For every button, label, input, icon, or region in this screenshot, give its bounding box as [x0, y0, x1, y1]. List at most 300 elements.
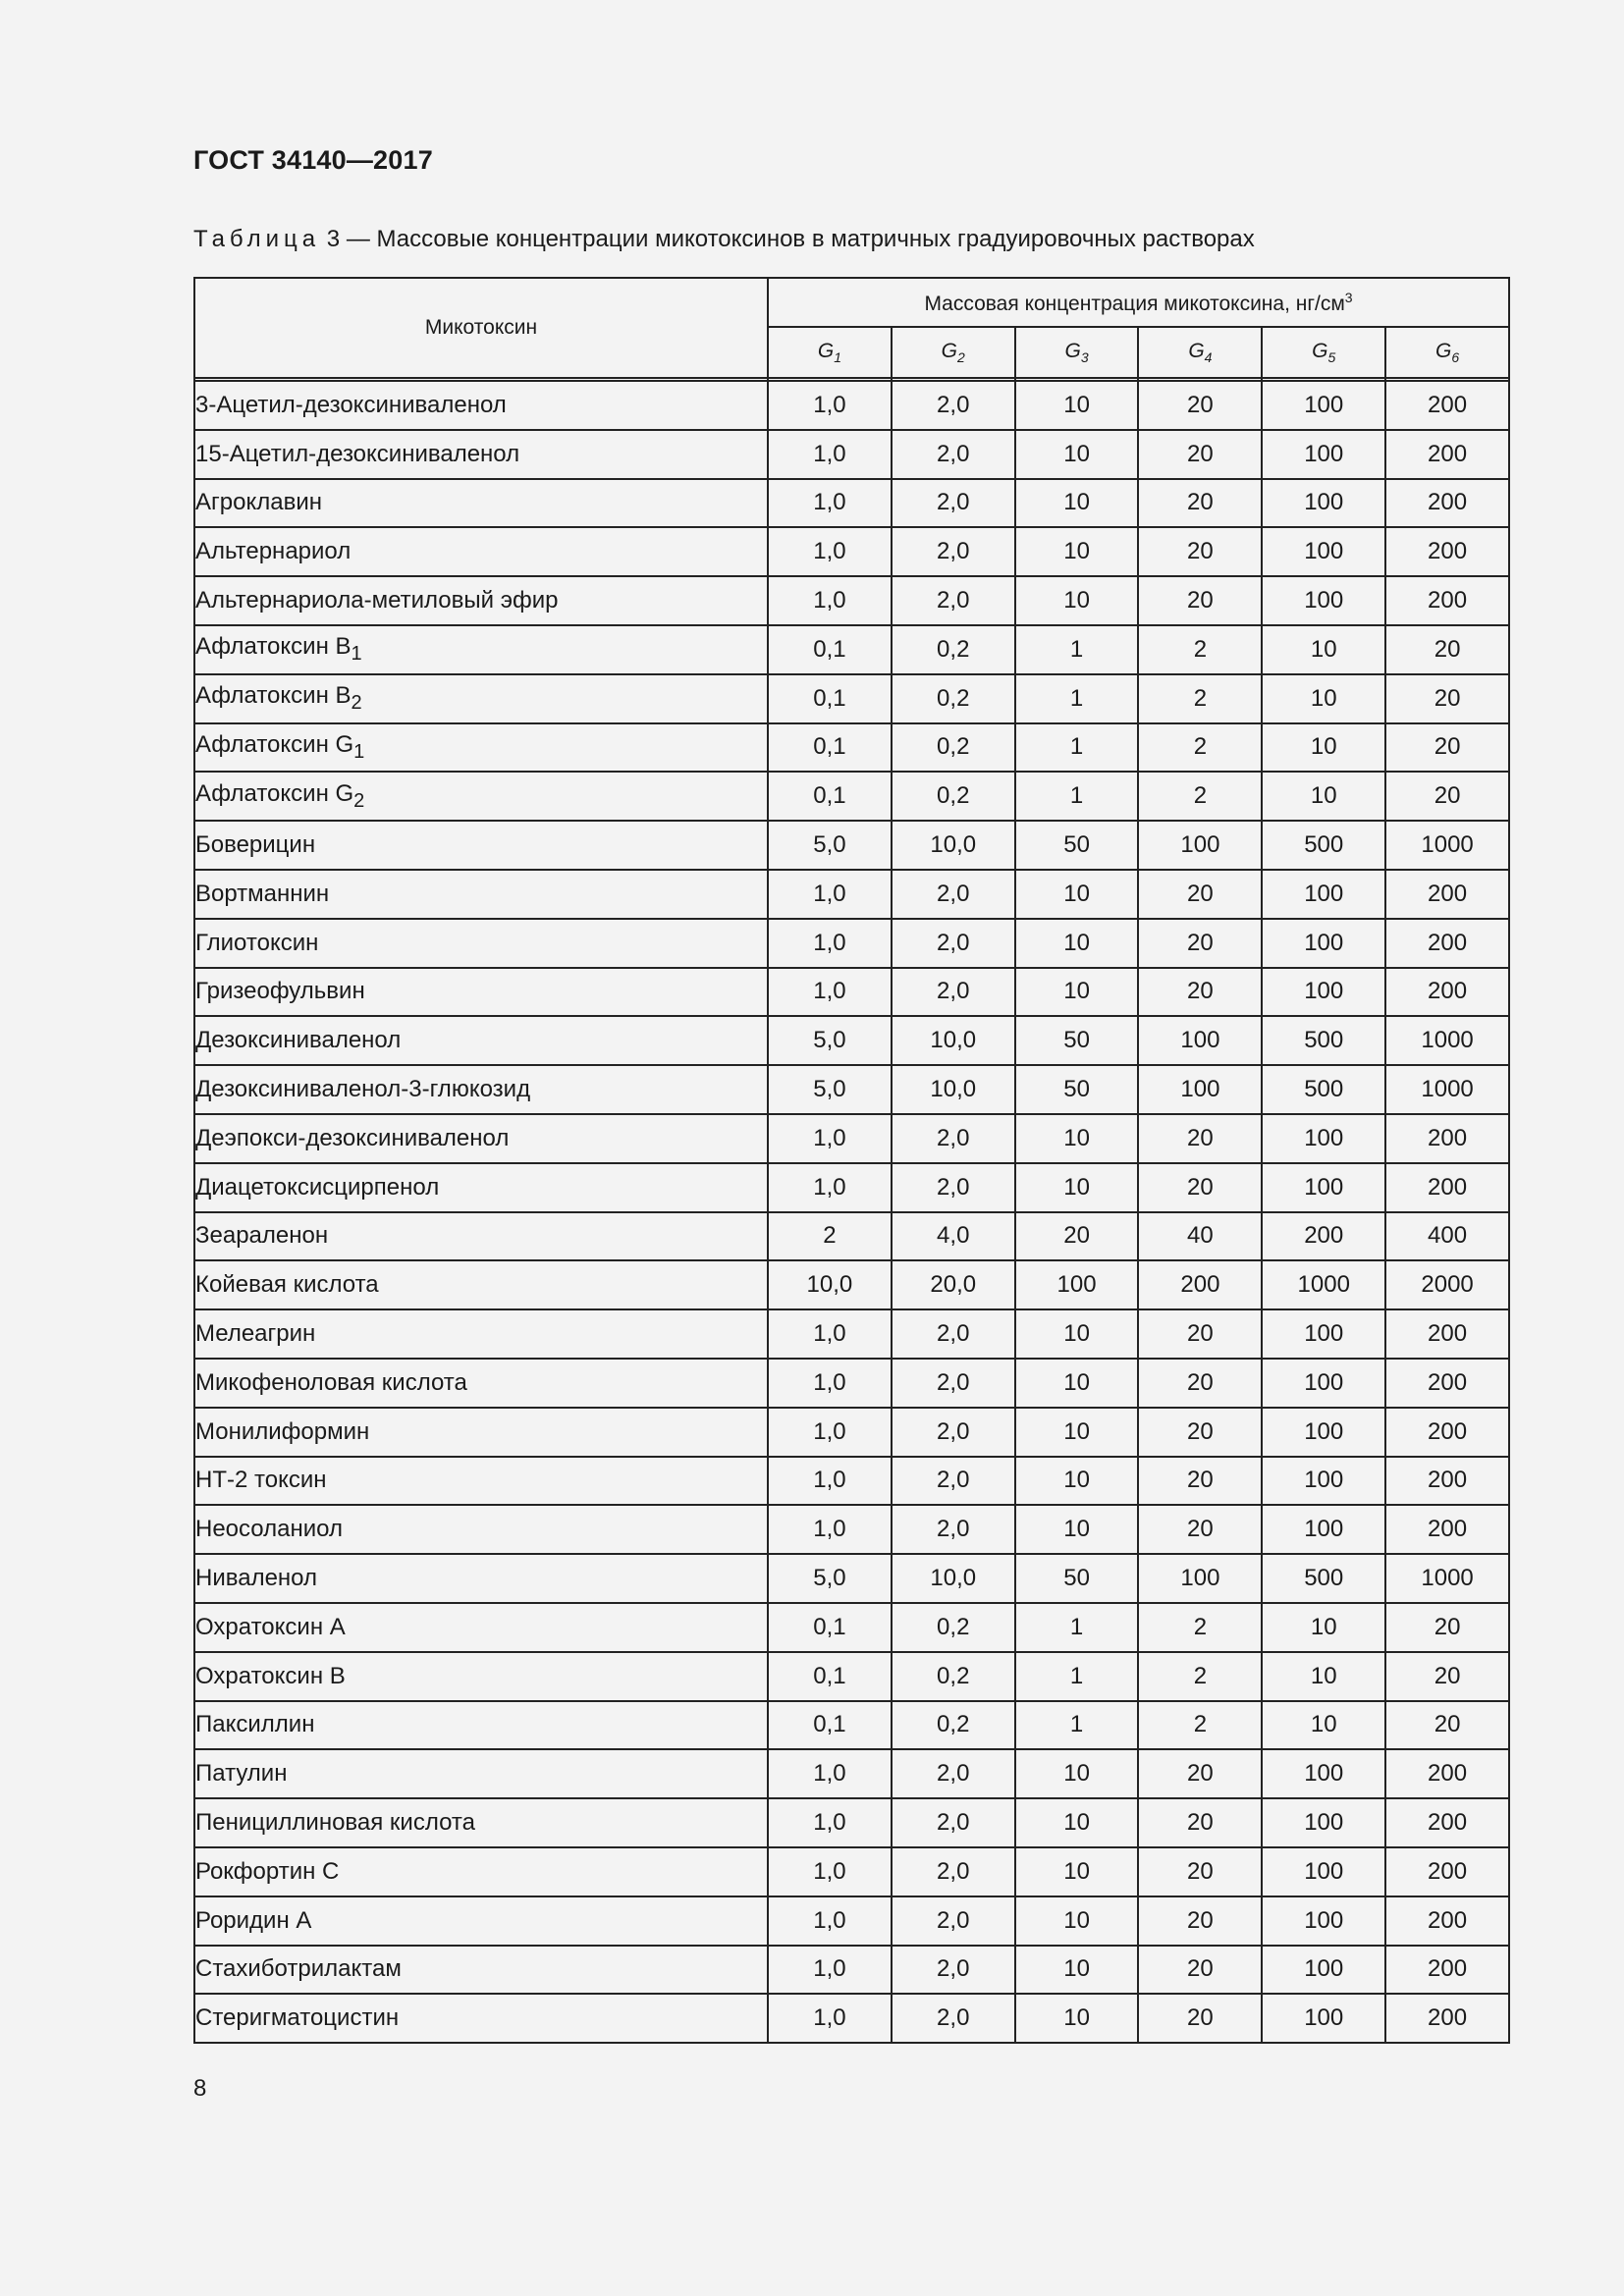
mycotoxin-name-subscript: 1: [351, 643, 362, 666]
table-row: [194, 1114, 1509, 1163]
concentration-cell: 0,1: [768, 1652, 892, 1701]
concentration-cell: 20: [1138, 1505, 1262, 1554]
concentration-cell: 100: [1262, 381, 1385, 430]
mycotoxin-name: Мелеагрин: [195, 1320, 316, 1348]
concentration-cell: 100: [1262, 870, 1385, 919]
table-row: [194, 772, 1509, 821]
table-row: [194, 430, 1509, 479]
mycotoxin-name-cell: [194, 1994, 768, 2043]
concentration-cell: 10,0: [892, 1065, 1015, 1114]
concentration-cell: 1: [1015, 1701, 1139, 1750]
concentration-cell: 200: [1385, 479, 1509, 528]
table-row: [194, 1847, 1509, 1896]
concentration-cell: 100: [1015, 1260, 1139, 1309]
table-caption-text: — Массовые концентрации микотоксинов в матричных градуировочных растворах: [346, 226, 1255, 252]
mycotoxin-name-cell: [194, 1701, 768, 1750]
concentration-cell: 0,1: [768, 1701, 892, 1750]
concentration-cell: 20: [1015, 1212, 1139, 1261]
concentration-cell: 1,0: [768, 919, 892, 968]
concentration-cell: 1,0: [768, 1847, 892, 1896]
concentration-cell: 20: [1138, 870, 1262, 919]
concentration-cell: 200: [1385, 1749, 1509, 1798]
concentration-cell: 1: [1015, 1603, 1139, 1652]
concentration-cell: 500: [1262, 821, 1385, 870]
concentration-cell: 20: [1138, 1114, 1262, 1163]
concentration-cell: 1,0: [768, 527, 892, 576]
concentration-cell: 1000: [1385, 821, 1509, 870]
header-concentration: [768, 278, 1509, 327]
mycotoxin-name-cell: [194, 625, 768, 674]
concentration-cell: 20: [1138, 527, 1262, 576]
concentration-cell: 1,0: [768, 1994, 892, 2043]
header-mycotoxin: Микотоксин: [194, 278, 768, 378]
mycotoxin-name-cell: [194, 1309, 768, 1359]
mycotoxin-name-cell: [194, 968, 768, 1017]
concentration-cell: 100: [1262, 1309, 1385, 1359]
table-row: [194, 381, 1509, 430]
concentration-cell: 2,0: [892, 1114, 1015, 1163]
concentration-cell: 10: [1015, 870, 1139, 919]
concentration-cell: 1,0: [768, 1798, 892, 1847]
concentration-cell: 200: [1385, 968, 1509, 1017]
concentration-cell: 2,0: [892, 1359, 1015, 1408]
mycotoxin-name: Пенициллиновая кислота: [195, 1809, 475, 1836]
header-level-g2: [892, 327, 1015, 378]
mycotoxin-name: Ниваленол: [195, 1565, 317, 1592]
mycotoxin-name-subscript: 1: [353, 740, 365, 763]
mycotoxin-name-cell: [194, 1359, 768, 1408]
concentration-cell: 10: [1262, 772, 1385, 821]
mycotoxin-name: Дезоксиниваленол-3-глюкозид: [195, 1076, 531, 1103]
concentration-cell: 200: [1385, 1994, 1509, 2043]
mycotoxin-name: Охратоксин А: [195, 1613, 346, 1640]
table-row: [194, 1309, 1509, 1359]
concentration-cell: 20: [1138, 1994, 1262, 2043]
mycotoxin-name-cell: [194, 1505, 768, 1554]
mycotoxin-name: Охратоксин В: [195, 1662, 346, 1689]
mycotoxin-name-cell: [194, 1457, 768, 1506]
concentration-cell: 10: [1015, 1896, 1139, 1946]
concentration-cell: 100: [1262, 1749, 1385, 1798]
concentration-cell: 2,0: [892, 381, 1015, 430]
mycotoxin-name: Деэпокси-дезоксиниваленол: [195, 1124, 510, 1151]
mycotoxin-name: Патулин: [195, 1760, 288, 1788]
concentration-cell: 0,2: [892, 772, 1015, 821]
concentration-cell: 400: [1385, 1212, 1509, 1261]
concentration-cell: 0,1: [768, 723, 892, 773]
concentration-cell: 10: [1015, 1798, 1139, 1847]
concentration-cell: 2,0: [892, 479, 1015, 528]
concentration-cell: 2: [1138, 625, 1262, 674]
concentration-cell: 50: [1015, 821, 1139, 870]
header-level-g4: [1138, 327, 1262, 378]
mycotoxin-name-cell: [194, 1114, 768, 1163]
mycotoxin-name-cell: [194, 1260, 768, 1309]
concentration-cell: 100: [1262, 430, 1385, 479]
concentration-cell: 1,0: [768, 1946, 892, 1995]
concentration-cell: 50: [1015, 1016, 1139, 1065]
concentration-cell: 100: [1138, 1016, 1262, 1065]
concentration-cell: 200: [1385, 576, 1509, 625]
table-row: [194, 821, 1509, 870]
concentration-cell: 2,0: [892, 430, 1015, 479]
concentration-cell: 10: [1015, 479, 1139, 528]
mycotoxin-name-cell: [194, 772, 768, 821]
table-row: [194, 1798, 1509, 1847]
mycotoxin-name-cell: [194, 674, 768, 723]
mycotoxin-name-cell: [194, 1016, 768, 1065]
table-row: [194, 1016, 1509, 1065]
mycotoxin-name: Паксиллин: [195, 1711, 315, 1738]
concentration-cell: 100: [1262, 1359, 1385, 1408]
level-symbol: G: [1188, 339, 1205, 362]
level-symbol: G: [941, 339, 958, 362]
concentration-cell: 2: [1138, 772, 1262, 821]
mycotoxin-name-cell: [194, 527, 768, 576]
concentration-cell: 0,2: [892, 1603, 1015, 1652]
mycotoxin-name: Альтернариола-метиловый эфир: [195, 587, 559, 614]
concentration-cell: 200: [1385, 430, 1509, 479]
concentration-cell: 10: [1015, 527, 1139, 576]
concentration-cell: 20: [1385, 772, 1509, 821]
mycotoxin-name-cell: [194, 1065, 768, 1114]
concentration-cell: 100: [1262, 968, 1385, 1017]
level-index: 2: [957, 349, 965, 366]
mycotoxin-name-cell: [194, 1652, 768, 1701]
header-level-g3: [1015, 327, 1139, 378]
concentration-cell: 10: [1015, 1163, 1139, 1212]
concentration-cell: 200: [1385, 527, 1509, 576]
concentration-cell: 20: [1138, 968, 1262, 1017]
table-row: [194, 527, 1509, 576]
level-index: 6: [1451, 349, 1460, 366]
concentration-cell: 5,0: [768, 1016, 892, 1065]
concentration-cell: 2,0: [892, 527, 1015, 576]
concentration-cell: 20: [1138, 1309, 1262, 1359]
header-unit-exponent: 3: [1344, 289, 1353, 305]
concentration-cell: 200: [1385, 1408, 1509, 1457]
concentration-cell: 1,0: [768, 430, 892, 479]
level-index: 3: [1080, 349, 1089, 366]
concentration-cell: 2,0: [892, 1798, 1015, 1847]
mycotoxin-name-subscript: 2: [353, 789, 365, 812]
concentration-cell: 10,0: [768, 1260, 892, 1309]
concentration-cell: 1: [1015, 1652, 1139, 1701]
concentration-cell: 10: [1015, 1114, 1139, 1163]
table-row: [194, 1554, 1509, 1603]
document-id: ГОСТ 34140—2017: [193, 145, 433, 175]
concentration-cell: 200: [1385, 1114, 1509, 1163]
concentration-cell: 10: [1015, 968, 1139, 1017]
mycotoxin-name: Неосоланиол: [195, 1516, 343, 1543]
concentration-cell: 200: [1385, 1946, 1509, 1995]
table-row: [194, 1260, 1509, 1309]
table-row: [194, 723, 1509, 773]
mycotoxin-name-cell: [194, 1946, 768, 1995]
concentration-cell: 500: [1262, 1016, 1385, 1065]
concentration-cell: 10: [1015, 430, 1139, 479]
mycotoxin-name: Койевая кислота: [195, 1271, 379, 1299]
concentration-cell: 100: [1262, 919, 1385, 968]
mycotoxin-name-cell: [194, 1847, 768, 1896]
concentration-cell: 100: [1262, 576, 1385, 625]
concentration-cell: 0,2: [892, 723, 1015, 773]
concentration-cell: 40: [1138, 1212, 1262, 1261]
table-row: [194, 1505, 1509, 1554]
concentration-cell: 5,0: [768, 1554, 892, 1603]
concentration-cell: 100: [1262, 1994, 1385, 2043]
table-row: [194, 1994, 1509, 2043]
header-level-g1: [768, 327, 892, 378]
concentration-cell: 0,2: [892, 625, 1015, 674]
mycotoxin-name: Роридин А: [195, 1906, 312, 1934]
concentration-cell: 1000: [1262, 1260, 1385, 1309]
concentration-cell: 2,0: [892, 1847, 1015, 1896]
concentration-cell: 200: [1385, 1847, 1509, 1896]
concentration-cell: 1,0: [768, 479, 892, 528]
concentration-cell: 200: [1262, 1212, 1385, 1261]
concentration-cell: 2,0: [892, 576, 1015, 625]
concentration-cell: 1,0: [768, 1408, 892, 1457]
mycotoxin-name: Стеригматоцистин: [195, 2004, 400, 2032]
mycotoxin-name: Афлатоксин B: [195, 633, 352, 661]
concentration-cell: 10: [1015, 576, 1139, 625]
concentration-cell: 2,0: [892, 1408, 1015, 1457]
concentration-cell: 1,0: [768, 1505, 892, 1554]
concentration-cell: 100: [1262, 527, 1385, 576]
concentration-cell: 100: [1262, 1505, 1385, 1554]
concentration-cell: 200: [1385, 1798, 1509, 1847]
table-row: [194, 1652, 1509, 1701]
mycotoxin-name-cell: [194, 1896, 768, 1946]
mycotoxin-name-cell: [194, 1554, 768, 1603]
concentration-cell: 1: [1015, 772, 1139, 821]
page-number: 8: [193, 2075, 207, 2102]
header-level-g5: [1262, 327, 1385, 378]
mycotoxin-name-cell: [194, 430, 768, 479]
mycotoxin-name-cell: [194, 1408, 768, 1457]
concentration-cell: 50: [1015, 1065, 1139, 1114]
mycotoxin-table: [193, 277, 1510, 2044]
mycotoxin-name: Вортманнин: [195, 880, 330, 907]
mycotoxin-name: Дезоксиниваленол: [195, 1027, 402, 1054]
level-index: 4: [1204, 349, 1213, 366]
concentration-cell: 10: [1015, 1309, 1139, 1359]
concentration-cell: 10: [1015, 1408, 1139, 1457]
table-row: [194, 1603, 1509, 1652]
mycotoxin-name: Боверицин: [195, 831, 316, 859]
concentration-cell: 1,0: [768, 1896, 892, 1946]
level-symbol: G: [1435, 339, 1452, 362]
mycotoxin-name-cell: [194, 576, 768, 625]
concentration-cell: 0,1: [768, 625, 892, 674]
concentration-cell: 20: [1385, 1652, 1509, 1701]
concentration-cell: 1,0: [768, 1114, 892, 1163]
table-row: [194, 1701, 1509, 1750]
mycotoxin-name: Стахиботрилактам: [195, 1955, 402, 1983]
concentration-cell: 10: [1015, 1946, 1139, 1995]
concentration-cell: 100: [1262, 1946, 1385, 1995]
concentration-cell: 10: [1015, 919, 1139, 968]
concentration-cell: 1,0: [768, 1457, 892, 1506]
concentration-cell: 10: [1262, 1603, 1385, 1652]
concentration-cell: 10,0: [892, 1016, 1015, 1065]
concentration-cell: 200: [1385, 1505, 1509, 1554]
concentration-cell: 2,0: [892, 919, 1015, 968]
table-row: [194, 479, 1509, 528]
table-row: [194, 576, 1509, 625]
concentration-cell: 200: [1385, 1309, 1509, 1359]
concentration-cell: 2,0: [892, 1309, 1015, 1359]
concentration-cell: 20: [1385, 723, 1509, 773]
mycotoxin-name: Глиотоксин: [195, 929, 319, 956]
concentration-cell: 10: [1015, 1847, 1139, 1896]
concentration-cell: 500: [1262, 1065, 1385, 1114]
mycotoxin-name: Афлатоксин G: [195, 779, 354, 807]
level-symbol: G: [1312, 339, 1328, 362]
concentration-cell: 1: [1015, 625, 1139, 674]
mycotoxin-name: Гризеофульвин: [195, 978, 365, 1005]
mycotoxin-name-cell: [194, 479, 768, 528]
mycotoxin-name-cell: [194, 821, 768, 870]
concentration-cell: 20: [1138, 479, 1262, 528]
mycotoxin-name: Монилиформин: [195, 1417, 370, 1445]
concentration-cell: 4,0: [892, 1212, 1015, 1261]
concentration-cell: 2,0: [892, 1505, 1015, 1554]
table-row: [194, 1896, 1509, 1946]
concentration-cell: 20: [1138, 1163, 1262, 1212]
concentration-cell: 1: [1015, 723, 1139, 773]
table-row: [194, 1359, 1509, 1408]
mycotoxin-name-cell: [194, 1603, 768, 1652]
concentration-cell: 200: [1385, 1896, 1509, 1946]
concentration-cell: 200: [1385, 1457, 1509, 1506]
concentration-cell: 100: [1262, 1114, 1385, 1163]
concentration-cell: 5,0: [768, 821, 892, 870]
concentration-cell: 10: [1015, 1749, 1139, 1798]
concentration-cell: 10,0: [892, 821, 1015, 870]
mycotoxin-name: Агроклавин: [195, 489, 322, 516]
mycotoxin-name: 15-Ацетил-дезоксиниваленол: [195, 440, 520, 467]
concentration-cell: 1000: [1385, 1016, 1509, 1065]
mycotoxin-name-cell: [194, 381, 768, 430]
table-row: [194, 1946, 1509, 1995]
mycotoxin-name-cell: [194, 1798, 768, 1847]
concentration-cell: 2: [768, 1212, 892, 1261]
concentration-cell: 1,0: [768, 576, 892, 625]
table-row: [194, 1163, 1509, 1212]
table-row: [194, 1457, 1509, 1506]
concentration-cell: 1,0: [768, 870, 892, 919]
concentration-cell: 0,2: [892, 1701, 1015, 1750]
table-row: [194, 1408, 1509, 1457]
table-row: [194, 625, 1509, 674]
concentration-cell: 10: [1262, 1652, 1385, 1701]
level-index: 5: [1327, 349, 1336, 366]
concentration-cell: 2: [1138, 674, 1262, 723]
mycotoxin-name: Альтернариол: [195, 538, 352, 565]
concentration-cell: 2: [1138, 1603, 1262, 1652]
concentration-cell: 2,0: [892, 1163, 1015, 1212]
concentration-cell: 100: [1262, 1408, 1385, 1457]
concentration-cell: 2: [1138, 1701, 1262, 1750]
concentration-cell: 100: [1262, 1798, 1385, 1847]
mycotoxin-name: Афлатоксин G: [195, 731, 354, 759]
concentration-cell: 2000: [1385, 1260, 1509, 1309]
table-caption-number: 3: [326, 226, 341, 252]
concentration-cell: 0,2: [892, 1652, 1015, 1701]
concentration-cell: 2: [1138, 1652, 1262, 1701]
concentration-cell: 10: [1262, 723, 1385, 773]
concentration-cell: 200: [1385, 1359, 1509, 1408]
table-caption: [193, 226, 1255, 253]
concentration-cell: 10: [1015, 1457, 1139, 1506]
table-row: [194, 919, 1509, 968]
concentration-cell: 10: [1015, 1359, 1139, 1408]
concentration-cell: 20: [1138, 430, 1262, 479]
concentration-cell: 20: [1138, 1896, 1262, 1946]
mycotoxin-name: НТ-2 токсин: [195, 1467, 327, 1494]
mycotoxin-name: Зеараленон: [195, 1222, 329, 1250]
concentration-cell: 20: [1385, 1701, 1509, 1750]
concentration-cell: 20: [1138, 381, 1262, 430]
table-row: [194, 1749, 1509, 1798]
concentration-cell: 100: [1262, 1457, 1385, 1506]
concentration-cell: 20: [1138, 1946, 1262, 1995]
concentration-cell: 0,1: [768, 1603, 892, 1652]
mycotoxin-name: Рокфортин С: [195, 1857, 340, 1885]
concentration-cell: 20,0: [892, 1260, 1015, 1309]
mycotoxin-name: Диацетоксисцирпенол: [195, 1173, 440, 1201]
concentration-cell: 200: [1138, 1260, 1262, 1309]
concentration-cell: 20: [1138, 1847, 1262, 1896]
concentration-cell: 1,0: [768, 1309, 892, 1359]
mycotoxin-name-cell: [194, 1749, 768, 1798]
table-body: [194, 378, 1509, 2043]
concentration-cell: 20: [1138, 1749, 1262, 1798]
concentration-cell: 1,0: [768, 968, 892, 1017]
concentration-cell: 1,0: [768, 1359, 892, 1408]
header-level-g6: [1385, 327, 1509, 378]
concentration-cell: 100: [1262, 1847, 1385, 1896]
concentration-cell: 100: [1138, 1554, 1262, 1603]
table-row: [194, 870, 1509, 919]
mycotoxin-name-cell: [194, 919, 768, 968]
concentration-cell: 20: [1138, 1408, 1262, 1457]
concentration-cell: 10: [1262, 625, 1385, 674]
table-row: [194, 1065, 1509, 1114]
concentration-cell: 20: [1138, 576, 1262, 625]
concentration-cell: 500: [1262, 1554, 1385, 1603]
concentration-cell: 200: [1385, 919, 1509, 968]
mycotoxin-name: Микофеноловая кислота: [195, 1368, 467, 1396]
concentration-cell: 10: [1015, 1994, 1139, 2043]
concentration-cell: 10: [1015, 1505, 1139, 1554]
concentration-cell: 2,0: [892, 1749, 1015, 1798]
concentration-cell: 100: [1138, 1065, 1262, 1114]
concentration-cell: 20: [1385, 1603, 1509, 1652]
concentration-cell: 50: [1015, 1554, 1139, 1603]
concentration-cell: 1,0: [768, 1163, 892, 1212]
concentration-cell: 10: [1262, 674, 1385, 723]
header-concentration-text: Массовая концентрация микотоксина, нг/см: [924, 292, 1345, 315]
mycotoxin-name: 3-Ацетил-дезоксиниваленол: [195, 391, 507, 418]
concentration-cell: 2,0: [892, 1896, 1015, 1946]
concentration-cell: 1,0: [768, 381, 892, 430]
concentration-cell: 20: [1138, 1359, 1262, 1408]
level-symbol: G: [1064, 339, 1081, 362]
concentration-cell: 0,1: [768, 772, 892, 821]
